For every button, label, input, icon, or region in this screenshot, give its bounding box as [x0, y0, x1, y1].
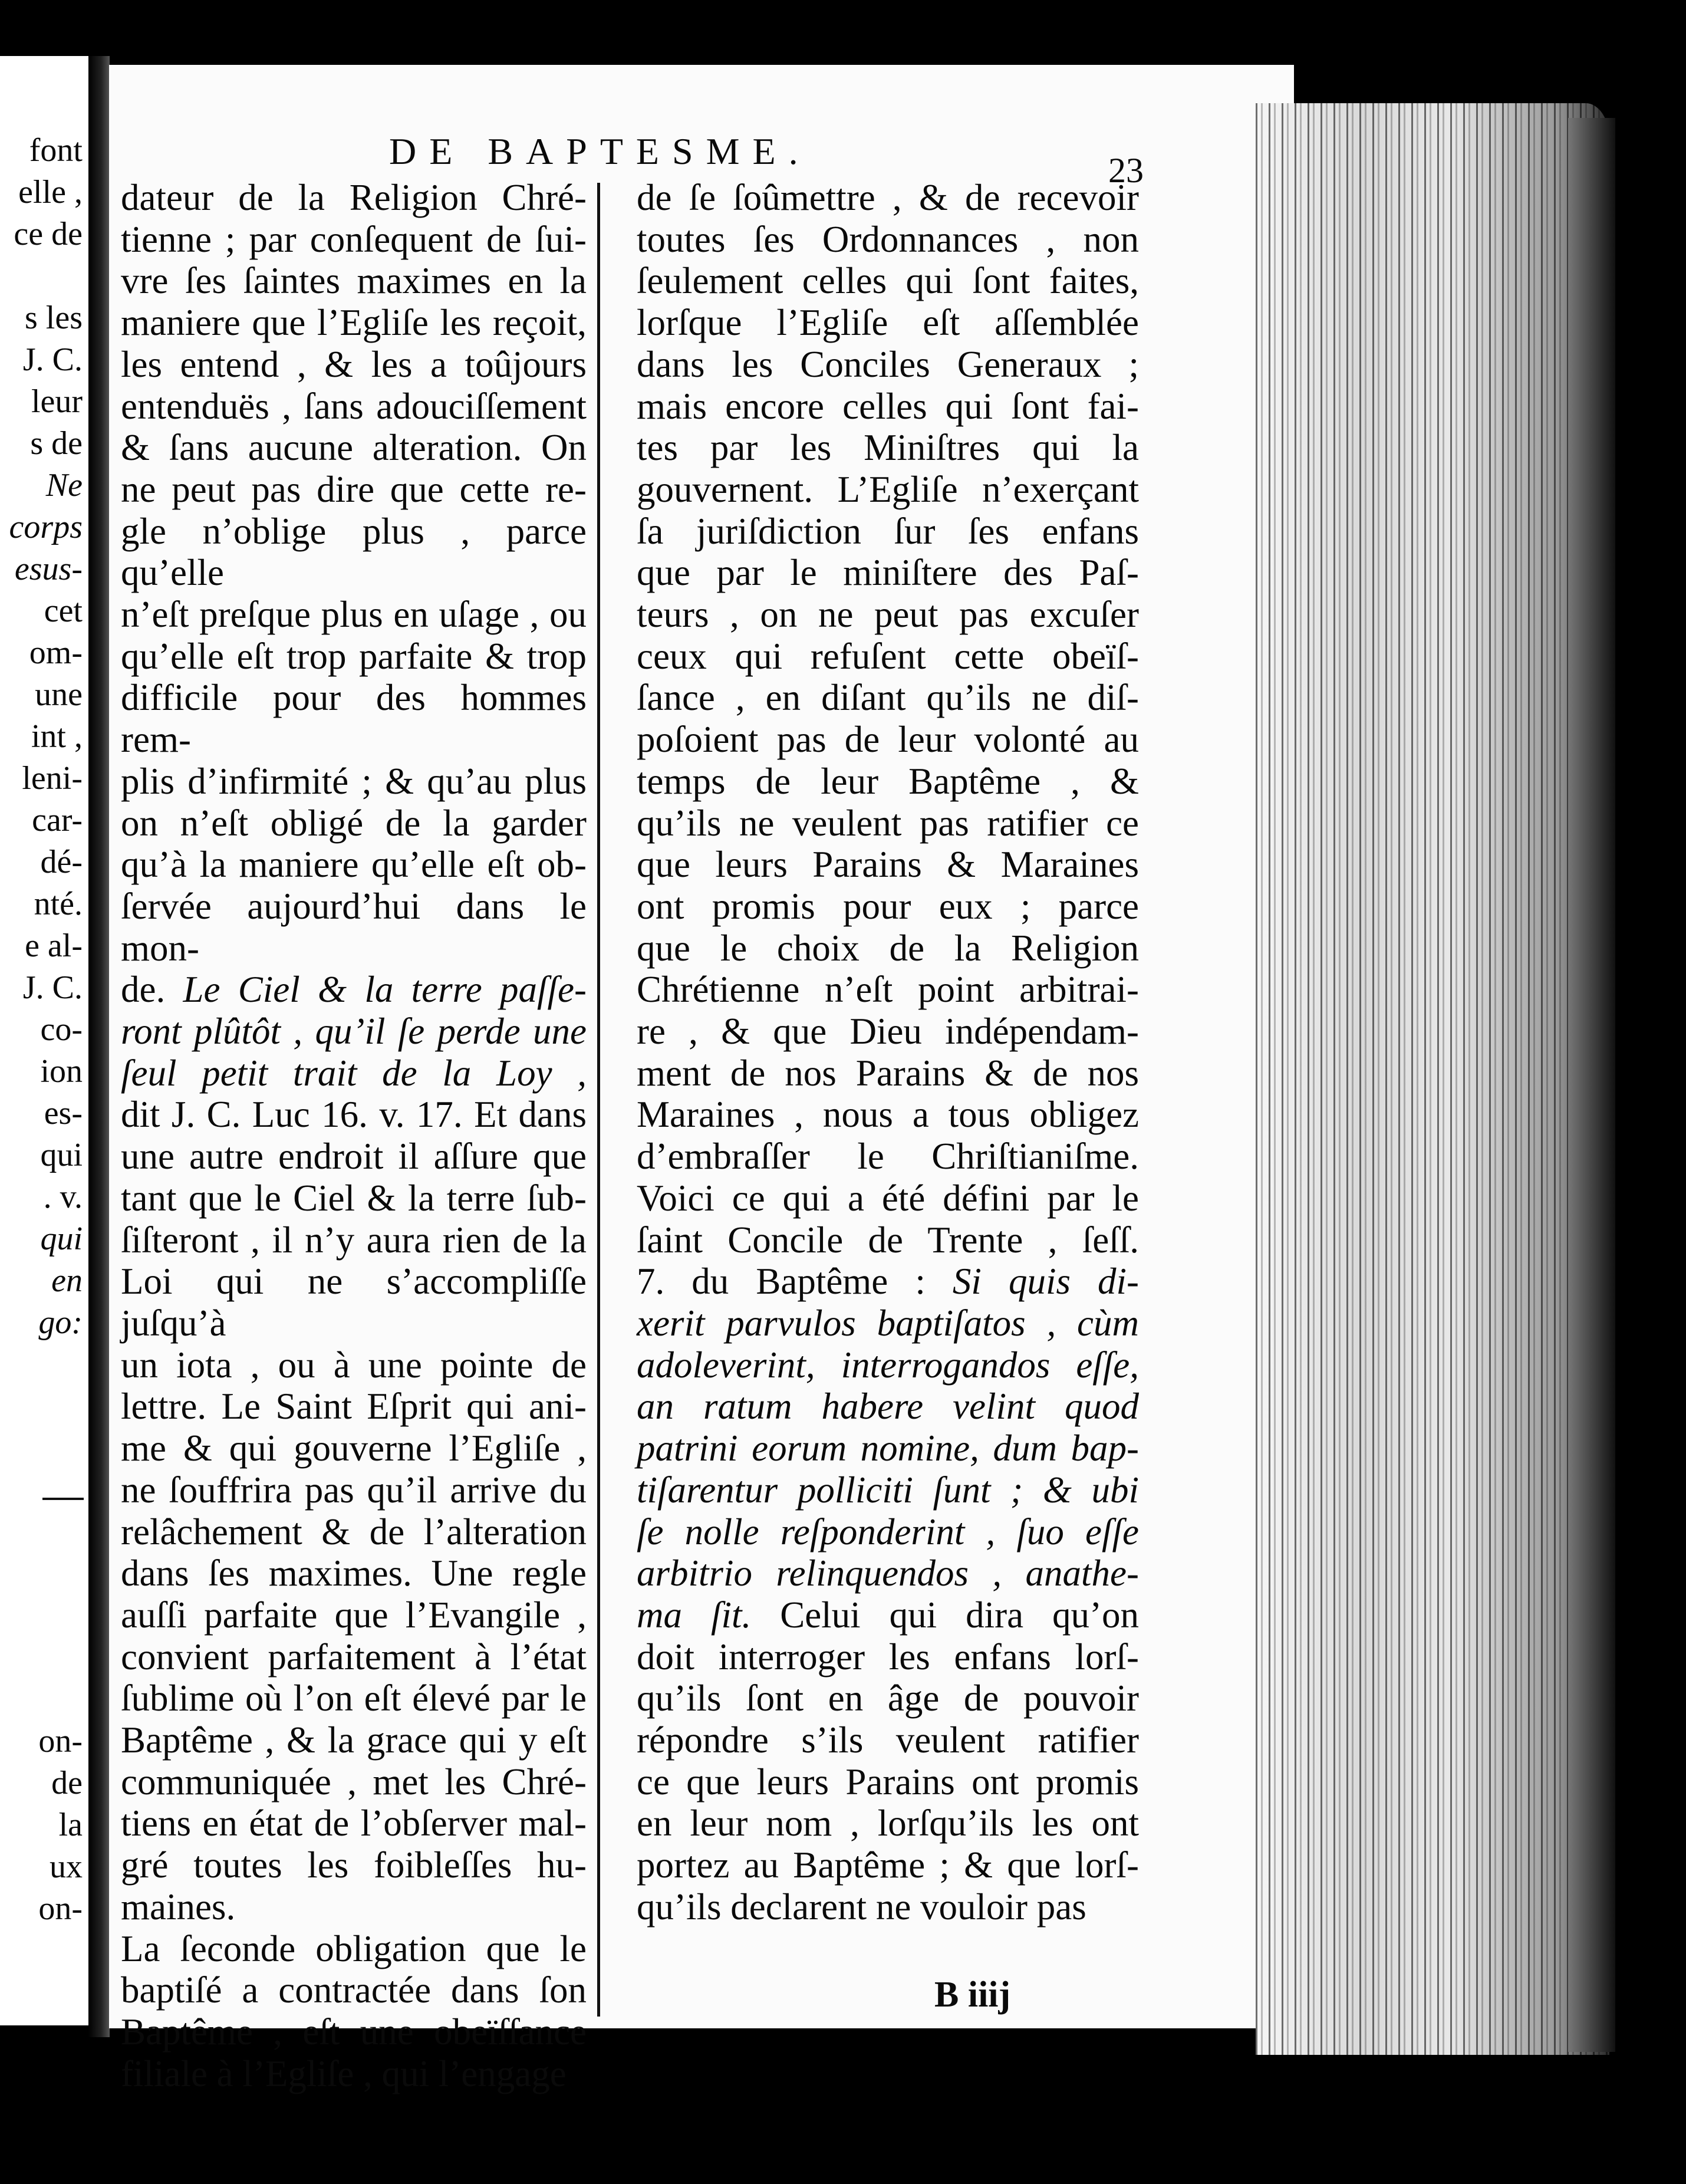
book-fore-edge: [1256, 103, 1609, 2055]
text-line: [121, 1969, 587, 2011]
text-run: auſſi parfaite que l’Evangile ,: [121, 1594, 587, 1636]
text-line: [637, 427, 1139, 469]
text-run: de.: [121, 969, 183, 1011]
facing-page-text-fragment: de: [51, 1765, 83, 1801]
text-line: [637, 886, 1139, 927]
text-run: que leurs Parains & Maraines: [637, 844, 1139, 886]
text-line: [121, 1219, 587, 1261]
facing-page-text-fragment: cet: [44, 593, 83, 629]
text-run: tes par les Miniſtres qui la: [637, 427, 1139, 469]
text-run: poſoient pas de leur volonté au: [637, 719, 1139, 761]
italic-text-run: Si quis di-: [952, 1261, 1140, 1302]
facing-page-text-fragment: int ,: [31, 718, 83, 755]
text-line: [121, 1553, 587, 1594]
text-run: plis d’infirmité ; & qu’au plus: [121, 760, 587, 802]
text-run: convient parfaitement à l’état: [121, 1636, 587, 1678]
text-line: [121, 1011, 587, 1052]
text-line: [637, 927, 1139, 969]
text-run: de ſe ſoûmettre , & de recevoir: [637, 177, 1139, 218]
text-line: [637, 1177, 1139, 1219]
text-line: [637, 969, 1139, 1011]
text-run: maines.: [121, 1886, 236, 1928]
text-run: toutes ſes Ordonnances , non: [637, 218, 1139, 260]
text-line: [637, 177, 1139, 219]
italic-text-run: arbitrio relinquendos , anathe-: [637, 1553, 1139, 1594]
text-line: [121, 1177, 587, 1219]
text-line: [637, 386, 1139, 427]
text-run: ſervée aujourd’hui dans le mon-: [121, 885, 587, 969]
text-line: [121, 1928, 587, 1970]
text-run: qu’ils ne veulent pas ratifier ce: [637, 802, 1139, 844]
text-line: [637, 636, 1139, 677]
text-line: [637, 1344, 1139, 1386]
text-run: doit interroger les enfans lorſ-: [637, 1636, 1139, 1678]
text-line: [637, 511, 1139, 552]
running-head: DE BAPTESME.: [389, 130, 811, 172]
text-run: & ſans aucune alteration. On: [121, 427, 587, 469]
text-line: [637, 469, 1139, 511]
text-line: [121, 344, 587, 386]
italic-text-run: xerit parvulos baptiſatos , cùm: [637, 1302, 1139, 1344]
text-run: en leur nom , lorſqu’ils les ont: [637, 1803, 1139, 1844]
text-line: [637, 1678, 1139, 1719]
text-column-right: [637, 177, 1139, 1928]
facing-page-text-fragment: om-: [29, 634, 83, 671]
text-line: [637, 761, 1139, 802]
text-line: [637, 1469, 1139, 1511]
facing-page-text-fragment: elle ,: [18, 174, 83, 210]
facing-page-text-fragment: la: [58, 1807, 83, 1843]
facing-page-text-fragment: corps: [9, 509, 83, 545]
text-run: dateur de la Religion Chré-: [121, 177, 587, 218]
book-fore-edge-shadow: [1568, 118, 1615, 2052]
text-line: [121, 636, 587, 677]
text-line: [121, 511, 587, 594]
text-run: Voici ce qui a été défini par le: [637, 1177, 1139, 1219]
text-line: [121, 1428, 587, 1469]
text-line: [637, 1844, 1139, 1886]
facing-page-text-fragment: e al-: [25, 927, 83, 964]
text-line: [121, 1803, 587, 1844]
facing-page-text-fragment: ce de: [14, 216, 83, 252]
text-run: on n’eſt obligé de la garder: [121, 802, 587, 844]
italic-text-run: ma ſit.: [637, 1594, 752, 1636]
text-run: filiale à l’Egliſe , qui l’engage: [121, 2053, 567, 2094]
text-line: [637, 1052, 1139, 1094]
facing-page-text-fragment: qui: [40, 1221, 83, 1257]
facing-page-text-fragment: on-: [38, 1723, 83, 1759]
column-divider: [597, 183, 600, 2017]
text-line: [121, 594, 587, 636]
text-run: re , & que Dieu indépendam-: [637, 1011, 1139, 1052]
text-line: [637, 1636, 1139, 1678]
text-run: qu’à la maniere qu’elle eſt ob-: [121, 844, 587, 886]
book-gutter: [88, 56, 110, 2037]
text-run: mais encore celles qui ſont fai-: [637, 385, 1139, 427]
facing-page-text-fragment: ion: [40, 1053, 83, 1090]
text-line: [121, 677, 587, 760]
facing-page-text-fragment: co-: [40, 1011, 83, 1048]
text-line: [121, 1094, 587, 1136]
facing-page-text-fragment: s de: [30, 425, 83, 462]
text-line: [637, 1553, 1139, 1594]
text-line: [121, 219, 587, 261]
italic-text-run: ſe nolle reſponderint , ſuo eſſe: [637, 1511, 1139, 1553]
text-line: [637, 719, 1139, 761]
text-run: vre ſes ſaintes maximes en la: [121, 260, 587, 302]
text-run: que par le miniſtere des Paſ-: [637, 552, 1139, 594]
text-run: ſance , en diſant qu’ils ne diſ-: [637, 677, 1139, 719]
facing-page-text-fragment: nté.: [34, 886, 83, 922]
text-line: [637, 1511, 1139, 1553]
facing-page-text-fragment: J. C.: [22, 969, 83, 1006]
text-line: [121, 1678, 587, 1719]
text-line: [121, 802, 587, 844]
text-line: [637, 552, 1139, 594]
facing-page-text-fragment: es-: [44, 1095, 83, 1132]
italic-text-run: adoleverint, interrogandos eſſe,: [637, 1344, 1139, 1386]
text-run: 7. du Baptême :: [637, 1261, 953, 1302]
text-run: tiens en état de l’obſerver mal-: [121, 1803, 587, 1844]
text-line: [637, 677, 1139, 719]
text-line: [121, 1844, 587, 1886]
facing-page-text-fragment: font: [29, 132, 83, 169]
facing-page-text-fragment: dé-: [40, 844, 83, 880]
text-run: ſaint Concile de Trente , ſeſſ.: [637, 1219, 1139, 1261]
text-run: lorſque l’Egliſe eſt aſſemblée: [637, 302, 1139, 344]
text-line: [121, 2053, 587, 2095]
text-line: [121, 969, 587, 1011]
text-line: [121, 302, 587, 344]
text-run: communiquée , met les Chré-: [121, 1761, 587, 1803]
text-run: répondre s’ils veulent ratifier: [637, 1719, 1139, 1761]
text-line: [637, 1594, 1139, 1636]
text-line: [637, 1761, 1139, 1803]
text-run: n’eſt preſque plus en uſage , ou: [121, 594, 587, 636]
text-run: ne peut pas dire que cette re-: [121, 468, 587, 510]
text-line: [637, 302, 1139, 344]
text-line: [121, 1469, 587, 1511]
text-run: tant que le Ciel & la terre ſub-: [121, 1177, 587, 1219]
facing-page-text-fragment: J. C.: [22, 341, 83, 378]
italic-text-run: tiſarentur polliciti ſunt ; & ubi: [637, 1469, 1139, 1511]
facing-page-text-fragment: on-: [38, 1890, 83, 1927]
text-line: [121, 1761, 587, 1803]
text-run: tienne ; par conſequent de ſui-: [121, 218, 587, 260]
text-run: ne ſouffrira pas qu’il arrive du: [121, 1469, 587, 1511]
text-line: [637, 1719, 1139, 1761]
text-run: qu’ils ſont en âge de pouvoir: [637, 1678, 1139, 1719]
text-line: [121, 1886, 587, 1928]
text-run: une autre endroit il aſſure que: [121, 1136, 587, 1177]
text-line: [637, 219, 1139, 261]
facing-page-text-fragment: leni-: [22, 760, 83, 797]
text-line: [637, 1386, 1139, 1428]
text-column-left: [121, 177, 587, 2094]
italic-text-run: patrini eorum nomine, dum bap-: [637, 1428, 1139, 1469]
text-run: qu’ils declarent ne vouloir pas: [637, 1886, 1086, 1928]
text-line: [121, 1261, 587, 1344]
text-line: [121, 2011, 587, 2053]
text-line: [637, 344, 1139, 386]
text-line: [637, 844, 1139, 886]
text-run: relâchement & de l’alteration: [121, 1511, 587, 1553]
signature-mark: B iiij: [934, 1975, 1011, 2015]
facing-page-text-fragment: go:: [38, 1304, 83, 1341]
text-run: difficile pour des hommes rem-: [121, 677, 587, 761]
text-line: [637, 1011, 1139, 1052]
facing-page-text-fragment: en: [51, 1262, 83, 1299]
text-run: qu’elle eſt trop parfaite & trop: [121, 635, 587, 677]
text-run: ceux qui refuſent cette obeïſ-: [637, 635, 1139, 677]
italic-text-run: Le Ciel & la terre paſſe-: [183, 969, 587, 1011]
text-run: Baptême , eſt une obeïſſance: [121, 2011, 587, 2053]
text-line: [637, 1261, 1139, 1302]
text-run: me & qui gouverne l’Egliſe ,: [121, 1428, 587, 1469]
text-line: [121, 844, 587, 886]
text-line: [121, 1052, 587, 1094]
text-run: lettre. Le Saint Eſprit qui ani-: [121, 1386, 587, 1428]
text-run: ont promis pour eux ; parce: [637, 885, 1139, 927]
text-line: [637, 260, 1139, 302]
facing-page-text-fragment: qui: [40, 1137, 83, 1173]
text-run: que le choix de la Religion: [637, 927, 1139, 969]
text-run: dans les Conciles Generaux ;: [637, 343, 1139, 385]
text-run: d’embraſſer le Chriſtianiſme.: [637, 1136, 1139, 1177]
text-run: gouvernent. L’Egliſe n’exerçant: [637, 468, 1139, 510]
text-run: dans ſes maximes. Une regle: [121, 1553, 587, 1594]
text-line: [637, 1136, 1139, 1177]
text-line: [121, 427, 587, 469]
text-line: [637, 802, 1139, 844]
text-line: [637, 1302, 1139, 1344]
facing-page-text-fragment: Ne: [45, 467, 83, 504]
facing-page-text-fragment: leur: [31, 383, 83, 420]
text-line: [121, 1386, 587, 1428]
text-run: maniere que l’Egliſe les reçoit,: [121, 302, 587, 344]
facing-page-text-fragment: une: [35, 676, 83, 713]
facing-page-rule: [42, 1498, 84, 1500]
text-run: dit J. C. Luc 16. v. 17. Et dans: [121, 1094, 587, 1136]
text-line: [121, 886, 587, 969]
text-run: gré toutes les foibleſſes hu-: [121, 1844, 587, 1886]
text-line: [121, 1636, 587, 1678]
text-run: temps de leur Baptême , &: [637, 760, 1139, 802]
text-line: [637, 1219, 1139, 1261]
facing-page-text-fragment: car-: [32, 802, 83, 838]
italic-text-run: an ratum habere velint quod: [637, 1386, 1139, 1428]
page-number: 23: [1108, 151, 1144, 190]
text-run: Loi qui ne s’accompliſſe juſqu’à: [121, 1261, 587, 1344]
text-run: portez au Baptême ; & que lorſ-: [637, 1844, 1139, 1886]
text-run: ſiſteront , il n’y aura rien de la: [121, 1219, 587, 1261]
text-line: [121, 260, 587, 302]
text-line: [121, 1594, 587, 1636]
italic-text-run: ront plûtôt , qu’il ſe perde une: [121, 1011, 587, 1052]
text-line: [121, 469, 587, 511]
text-line: [121, 386, 587, 427]
facing-page-text-fragment: ux: [50, 1848, 83, 1885]
text-run: ſeulement celles qui ſont faites,: [637, 260, 1139, 302]
facing-page-edge: [0, 56, 92, 2025]
text-run: Celui qui dira qu’on: [751, 1594, 1140, 1636]
text-run: Maraines , nous a tous obligez: [637, 1094, 1139, 1136]
text-run: ce que leurs Parains ont promis: [637, 1761, 1139, 1803]
text-run: Chrétienne n’eſt point arbitrai-: [637, 969, 1139, 1011]
text-run: les entend , & les a toûjours: [121, 343, 587, 385]
text-run: La ſeconde obligation que le: [121, 1928, 587, 1969]
text-line: [637, 1803, 1139, 1844]
text-line: [637, 1094, 1139, 1136]
text-run: ment de nos Parains & de nos: [637, 1052, 1139, 1094]
text-run: baptiſé a contractée dans ſon: [121, 1969, 587, 2011]
text-run: un iota , ou à une pointe de: [121, 1344, 587, 1386]
text-line: [121, 761, 587, 802]
text-line: [121, 1511, 587, 1553]
facing-page-text-fragment: esus-: [14, 551, 83, 587]
text-run: gle n’oblige plus , parce qu’elle: [121, 510, 587, 594]
italic-text-run: ſeul petit trait de la Loy ,: [121, 1052, 587, 1094]
text-line: [121, 1136, 587, 1177]
text-run: Baptême , & la grace qui y eſt: [121, 1719, 587, 1761]
text-line: [121, 1344, 587, 1386]
text-line: [121, 177, 587, 219]
text-line: [121, 1719, 587, 1761]
text-run: entenduës , ſans adouciſſement: [121, 385, 587, 427]
text-run: ſublime où l’on eſt élevé par le: [121, 1678, 587, 1719]
text-line: [637, 1428, 1139, 1469]
text-run: ſa juriſdiction ſur ſes enfans: [637, 510, 1139, 552]
text-run: teurs , on ne peut pas excuſer: [637, 594, 1139, 636]
facing-page-text-fragment: s les: [25, 300, 83, 336]
text-line: [637, 594, 1139, 636]
text-line: [637, 1886, 1139, 1928]
facing-page-text-fragment: . v.: [43, 1179, 83, 1215]
